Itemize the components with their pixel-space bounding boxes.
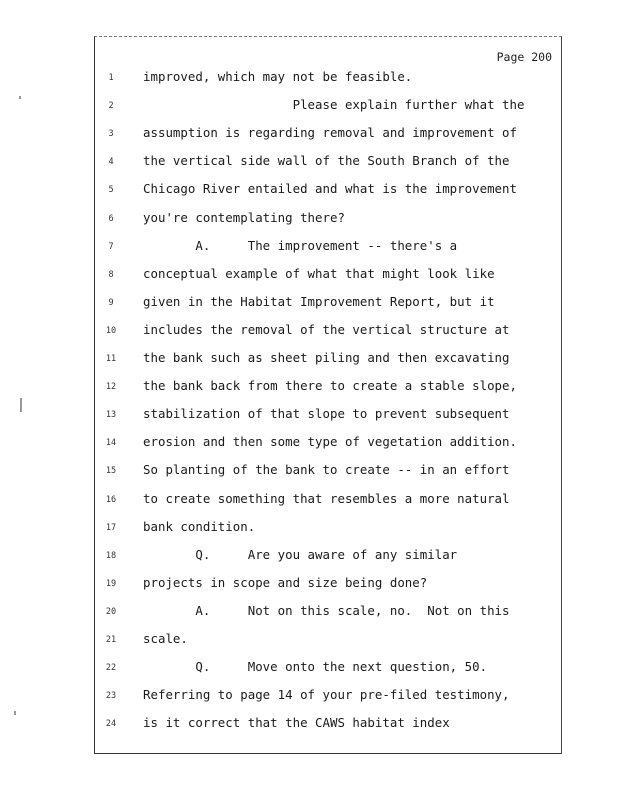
- line-text: includes the removal of the vertical structure at: [143, 321, 510, 337]
- line-text: Q. Move onto the next question, 50.: [143, 659, 488, 675]
- line-number: 17: [105, 522, 117, 533]
- line-number: 2: [108, 101, 114, 112]
- line-text: erosion and then some type of vegetation addition.: [143, 434, 517, 450]
- line-number: 8: [108, 269, 114, 280]
- line-number: 4: [108, 157, 114, 168]
- transcript-line: [0, 404, 618, 432]
- line-text: you're contemplating there?: [143, 209, 345, 225]
- line-number: 7: [108, 241, 114, 252]
- transcript-line: [0, 460, 618, 488]
- scan-speck: [19, 96, 21, 99]
- transcript-line: [0, 95, 618, 123]
- line-text: stabilization of that slope to prevent subsequent: [143, 406, 510, 422]
- transcript-line: [0, 320, 618, 348]
- transcript-line: [0, 517, 618, 545]
- transcript-line: [0, 236, 618, 264]
- page-number: Page 200: [496, 50, 552, 64]
- line-text: improved, which may not be feasible.: [143, 69, 413, 84]
- transcript-line: [0, 685, 618, 713]
- transcript-line: [0, 208, 618, 236]
- transcript-line: [0, 573, 618, 601]
- transcript-line: [0, 151, 618, 179]
- line-text: scale.: [143, 631, 188, 646]
- line-text: the bank back from there to create a stable slope,: [143, 378, 517, 394]
- line-number: 13: [105, 410, 117, 421]
- line-number: 10: [105, 325, 117, 336]
- transcript-line: [0, 292, 618, 320]
- line-text: conceptual example of what that might look like: [143, 265, 495, 281]
- line-number: 11: [105, 354, 117, 364]
- transcript-line: [0, 657, 618, 685]
- line-number: 23: [105, 691, 117, 702]
- line-number: 19: [105, 578, 117, 589]
- line-text: projects in scope and size being done?: [143, 574, 428, 590]
- line-number: 16: [105, 494, 117, 505]
- line-text: given in the Habitat Improvement Report, but it: [143, 293, 495, 309]
- transcript-line: [0, 545, 618, 573]
- line-number: 6: [108, 213, 114, 224]
- transcript-line: [0, 123, 618, 151]
- line-number: 21: [105, 635, 117, 645]
- line-number: 18: [105, 550, 117, 561]
- line-text: is it correct that the CAWS habitat index: [143, 715, 450, 731]
- line-number: 9: [108, 297, 114, 308]
- transcript-line: [0, 264, 618, 292]
- transcript-line: [0, 432, 618, 460]
- scan-speck: [20, 398, 22, 412]
- line-text: A. The improvement -- there's a: [143, 237, 458, 253]
- line-text: the bank such as sheet piling and then excavating: [143, 350, 510, 365]
- line-text: Chicago River entailed and what is the improvement: [143, 181, 517, 197]
- transcript-line: [0, 67, 618, 95]
- line-number: 3: [108, 129, 114, 140]
- line-number: 1: [108, 73, 114, 83]
- line-text: Referring to page 14 of your pre-filed testimony,: [143, 687, 510, 703]
- transcript-line: [0, 376, 618, 404]
- line-text: bank condition.: [143, 518, 256, 534]
- transcript-line: [0, 489, 618, 517]
- transcript-line: [0, 348, 618, 376]
- line-number: 24: [105, 719, 117, 730]
- line-number: 5: [108, 185, 114, 196]
- line-text: the vertical side wall of the South Branch of the: [143, 153, 510, 169]
- line-number: 14: [105, 438, 117, 449]
- line-number: 22: [105, 663, 117, 674]
- scan-speck: [14, 711, 16, 715]
- line-text: Please explain further what the: [143, 97, 525, 113]
- line-text: assumption is regarding removal and improvement of: [143, 125, 517, 141]
- line-text: So planting of the bank to create -- in an effort: [143, 462, 510, 478]
- transcript-line: [0, 601, 618, 629]
- transcript-line: [0, 179, 618, 207]
- line-text: A. Not on this scale, no. Not on this: [143, 602, 510, 618]
- line-number: 20: [105, 606, 117, 617]
- transcript-line: [0, 713, 618, 741]
- line-text: to create something that resembles a more natural: [143, 490, 510, 506]
- line-number: 15: [105, 466, 117, 477]
- line-number: 12: [105, 382, 117, 393]
- line-text: Q. Are you aware of any similar: [143, 546, 458, 562]
- transcript-line: [0, 629, 618, 657]
